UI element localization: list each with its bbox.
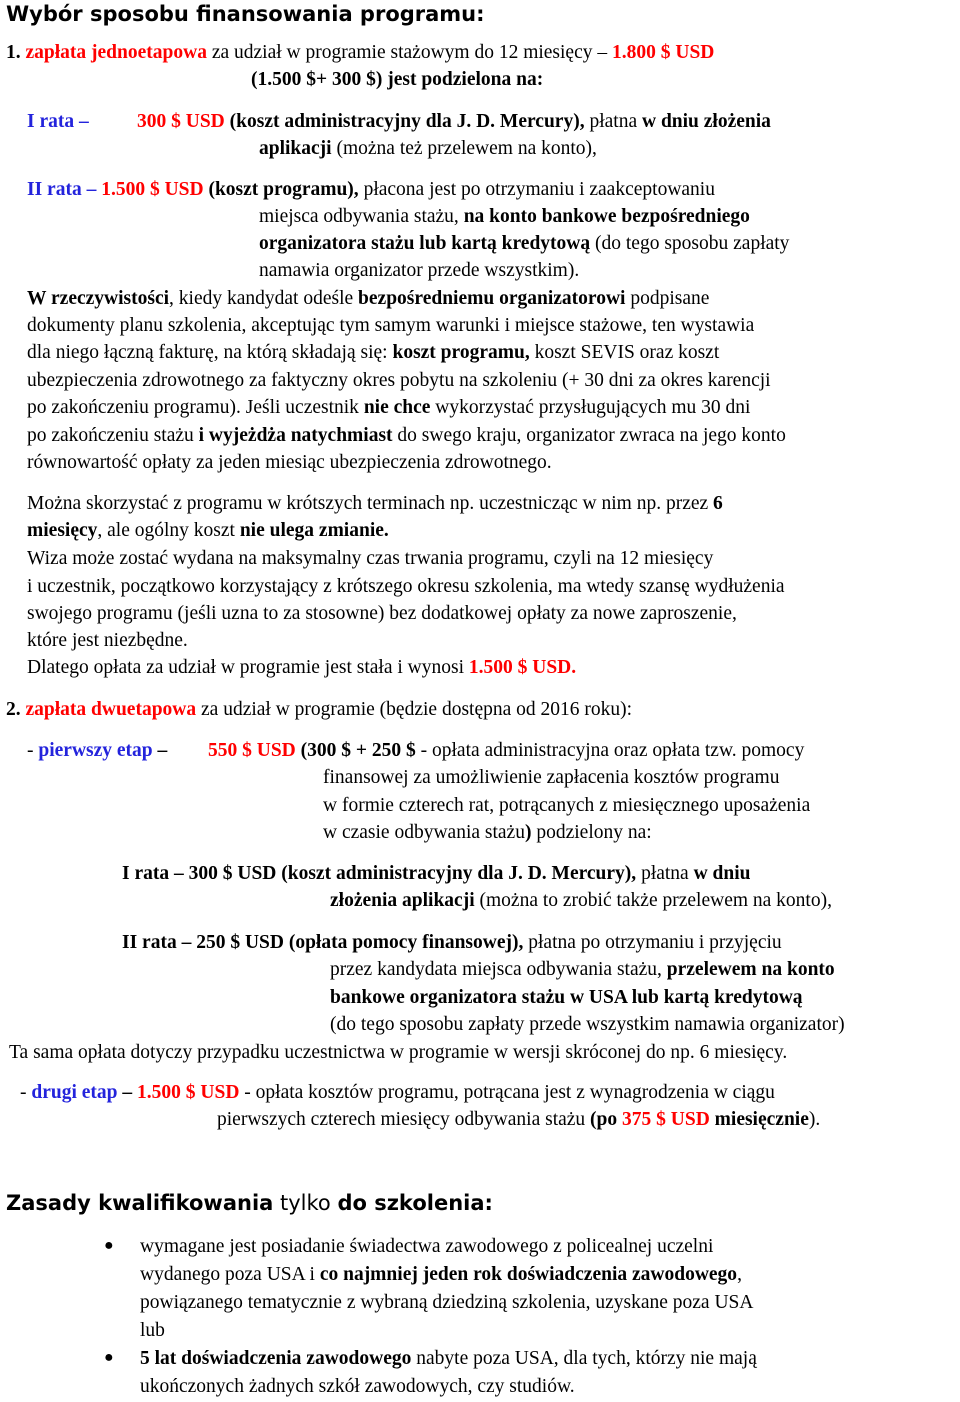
option-1-line-2 — [251, 69, 543, 91]
bold-text: 6 — [713, 493, 723, 514]
amount: 1.500 $ USD. — [468, 657, 577, 678]
etap-1-line-1 — [27, 740, 167, 762]
text: finansowej za umożliwienie zapłacenia kosztów programu — [323, 767, 780, 788]
dash: - — [20, 1082, 32, 1103]
text: pierwszych czterech miesięcy odbywania stażu — [217, 1109, 591, 1130]
bold-text: (300 $ + 250 $ — [295, 740, 421, 761]
text: swojego programu (jeśli uzna to za stosowne) bez dodatkowej opłaty za nowe zaproszenie, — [27, 603, 737, 624]
etap-amount: 550 $ USD — [208, 740, 296, 761]
bold-text: Zasady kwalifikowania — [6, 1191, 274, 1215]
text: nabyte poza USA, dla tych, którzy nie mają — [411, 1348, 757, 1369]
etap-1-rata-1-line-1 — [122, 863, 751, 885]
option-2-line-1 — [6, 699, 632, 721]
text: Wiza może zostać wydana na maksymalny czas trwania programu, czyli na 12 miesięcy — [27, 548, 714, 569]
text: dla niego łączną fakturę, na którą składają się: — [27, 342, 393, 363]
text: - opłata administracyjna oraz opłata tzw. pomocy — [420, 740, 805, 761]
etap-2-line-1 — [20, 1082, 775, 1104]
text: w czasie odbywania stażu — [323, 822, 525, 843]
paragraph-3-line-3 — [27, 603, 737, 625]
text: , kiedy kandydat odeśle — [169, 288, 359, 309]
rata-text: miejsca odbywania stażu, — [259, 206, 464, 227]
bold-text: i wyjeżdża natychmiast — [198, 425, 393, 446]
rata-1-line-1 — [27, 111, 89, 133]
text: podpisane — [625, 288, 710, 309]
option-name: zapłata dwuetapowa — [25, 699, 197, 720]
text: , ale ogólny koszt — [97, 520, 240, 541]
text: po zakończeniu stażu — [27, 425, 199, 446]
option-number: 2. — [6, 699, 21, 720]
rata-bold: na konto bankowe bezpośredniego — [463, 206, 750, 227]
text: Dlatego opłata za udział w programie jest stała i wynosi — [27, 657, 469, 678]
etap-1-line-2 — [323, 767, 779, 789]
note-line — [9, 1042, 787, 1064]
etap-1-line-1b — [208, 740, 804, 762]
bullet-2-line-1 — [140, 1348, 757, 1370]
bold-text: przelewem na konto — [666, 959, 835, 980]
bold-text: w dniu — [693, 863, 751, 884]
rata-desc: (koszt administracyjny dla J. D. Mercury), — [224, 111, 585, 132]
etap-1-line-4 — [323, 822, 652, 844]
paragraph-1-line-5 — [27, 397, 750, 419]
paragraph-1-line-2 — [27, 315, 754, 337]
text: i uczestnik, początkowo korzystający z krótszego okresu szkolenia, ma wtedy szansę wydłużenia — [27, 576, 785, 597]
rata-1-line-1b — [137, 111, 771, 133]
text: równowartość opłaty za jeden miesiąc ubezpieczenia zdrowotnego. — [27, 452, 552, 473]
page-title — [6, 2, 485, 26]
text: wykorzystać przysługujących mu 30 dni — [430, 397, 751, 418]
paragraph-1-line-3 — [27, 342, 719, 364]
rata-label: II rata – — [27, 179, 102, 200]
text: ukończonych żadnych szkół zawodowych, czy studiów. — [140, 1376, 575, 1397]
bold-text: co najmniej jeden rok doświadczenia zawodowego — [319, 1264, 738, 1285]
bold-text: bezpośredniemu organizatorowi — [358, 288, 626, 309]
bold-text: miesięcznie — [709, 1109, 809, 1130]
rata-bold: organizatora stażu lub kartą kredytową — [259, 233, 591, 254]
rata-2-line-3 — [259, 233, 789, 255]
text: dokumenty planu szkolenia, akceptując tym samym warunki i miejsce stażowe, ten wystawia — [27, 315, 755, 336]
rata-2-line-2 — [259, 206, 750, 228]
etap-2-line-2 — [217, 1109, 820, 1131]
paragraph-1-line-7 — [27, 452, 552, 474]
rata-label: I rata – — [27, 111, 89, 132]
bold-text: I rata – 300 $ USD (koszt administracyjny dla J. D. Mercury), — [122, 863, 637, 884]
paragraph-3-line-5 — [27, 657, 576, 679]
bold-text: bankowe organizatora stażu w USA lub kartą kredytową — [330, 987, 803, 1008]
paragraph-3-line-2 — [27, 576, 785, 598]
text: ). — [808, 1109, 821, 1130]
option-number: 1. — [6, 42, 21, 63]
rata-2-line-1 — [27, 179, 715, 201]
bullet-1-line-2 — [140, 1264, 742, 1286]
etap-1-rata-2-line-1 — [122, 932, 782, 954]
bullet-icon: ● — [104, 1349, 114, 1366]
rata-text: płacona jest po otrzymaniu i zaakceptowaniu — [358, 179, 715, 200]
text: które jest niezbędne. — [27, 630, 188, 651]
rata-bold: w dniu złożenia — [641, 111, 771, 132]
text: w formie czterech rat, potrącanych z miesięcznego uposażenia — [323, 795, 811, 816]
etap-1-rata-2-line-4 — [330, 1014, 845, 1036]
text: (można to zrobić także przelewem na konto), — [474, 890, 832, 911]
dash: - — [27, 740, 39, 761]
etap-1-line-3 — [323, 795, 810, 817]
bold-text: miesięcy — [27, 520, 98, 541]
bullet-icon: ● — [104, 1237, 114, 1254]
text: - opłata kosztów programu, potrącana jest z wynagrodzenia w ciągu — [239, 1082, 775, 1103]
rata-text: (do tego sposobu zapłaty — [590, 233, 790, 254]
rata-bold: aplikacji — [259, 138, 332, 159]
text: Ta sama opłata dotyczy przypadku uczestnictwa w programie w wersji skróconej do np. 6 miesięcy. — [9, 1042, 788, 1063]
bold-text: 5 lat doświadczenia zawodowego — [140, 1348, 412, 1369]
rata-1-line-2 — [259, 138, 597, 160]
rata-amount: 300 $ USD — [137, 111, 225, 132]
etap-1-rata-2-line-2 — [330, 959, 835, 981]
text: (do tego sposobu zapłaty przede wszystkim namawia organizator) — [330, 1014, 845, 1035]
text: płatna po otrzymaniu i przyjęciu — [523, 932, 782, 953]
bullet-1-line-4 — [140, 1320, 165, 1342]
page-title-text: Wybór sposobu finansowania programu: — [6, 2, 485, 26]
option-name: zapłata jednoetapowa — [25, 42, 207, 63]
bold-text: do szkolenia: — [337, 1191, 493, 1215]
option-split-text: (1.500 $+ 300 $) jest podzielona na: — [251, 69, 544, 90]
rata-amount: 1.500 $ USD — [101, 179, 204, 200]
bold-text: W rzeczywistości — [27, 288, 170, 309]
bold-text: nie chce — [363, 397, 431, 418]
bullet-1-line-1 — [140, 1236, 713, 1258]
rata-text: płatna — [584, 111, 642, 132]
etap-name: pierwszy etap — [38, 740, 153, 761]
text: wydanego poza USA i — [140, 1264, 320, 1285]
paragraph-1-line-6 — [27, 425, 786, 447]
text: podzielony na: — [531, 822, 652, 843]
rata-text: (można też przelewem na konto), — [331, 138, 597, 159]
text: tylko — [273, 1191, 338, 1215]
text: do swego kraju, organizator zwraca na jego konto — [392, 425, 786, 446]
etap-name: drugi etap — [31, 1082, 118, 1103]
text: wymagane jest posiadanie świadectwa zawodowego z policealnej uczelni — [140, 1236, 714, 1257]
text: lub — [140, 1320, 165, 1341]
option-amount: 1.800 $ USD — [612, 42, 715, 63]
etap-1-rata-2-line-3 — [330, 987, 803, 1009]
option-desc: za udział w programie (będzie dostępna od 2016 roku): — [196, 699, 633, 720]
paragraph-3-line-1 — [27, 548, 713, 570]
amount: 375 $ USD — [622, 1109, 710, 1130]
bullet-1-line-3 — [140, 1292, 753, 1314]
bold-text: koszt programu, — [392, 342, 530, 363]
text: powiązanego tematycznie z wybraną dziedziną szkolenia, uzyskane poza USA — [140, 1292, 754, 1313]
paragraph-2-line-2 — [27, 520, 389, 542]
rata-2-line-4 — [259, 260, 579, 282]
sep: – — [152, 740, 168, 761]
text: , — [737, 1264, 742, 1285]
bold-text: ) — [524, 822, 532, 843]
paragraph-1-line-4 — [27, 370, 771, 392]
paragraph-2-line-1 — [27, 493, 723, 515]
text: przez kandydata miejsca odbywania stażu, — [330, 959, 667, 980]
bullet-2-line-2 — [140, 1376, 575, 1398]
paragraph-1-line-1 — [27, 288, 709, 310]
sep: – — [117, 1082, 138, 1103]
option-1-line-1 — [6, 42, 714, 64]
text: ubezpieczenia zdrowotnego za faktyczny okres pobytu na szkoleniu (+ 30 dni za okres karencji — [27, 370, 771, 391]
etap-1-rata-1-line-2 — [330, 890, 832, 912]
etap-amount: 1.500 $ USD — [137, 1082, 240, 1103]
bold-text: złożenia aplikacji — [330, 890, 475, 911]
bold-text: nie ulega zmianie. — [239, 520, 389, 541]
text: Można skorzystać z programu w krótszych terminach np. uczestnicząc w nim np. przez — [27, 493, 714, 514]
text: płatna — [636, 863, 694, 884]
bold-text: (po — [590, 1109, 623, 1130]
paragraph-3-line-4 — [27, 630, 188, 652]
qualification-title — [6, 1191, 493, 1215]
option-desc: za udział w programie stażowym do 12 miesięcy – — [206, 42, 612, 63]
text: koszt SEVIS oraz koszt — [529, 342, 720, 363]
rata-text: namawia organizator przede wszystkim). — [259, 260, 580, 281]
bold-text: II rata – 250 $ USD (opłata pomocy finansowej), — [122, 932, 524, 953]
rata-bold: (koszt programu), — [203, 179, 359, 200]
text: po zakończeniu programu). Jeśli uczestnik — [27, 397, 364, 418]
